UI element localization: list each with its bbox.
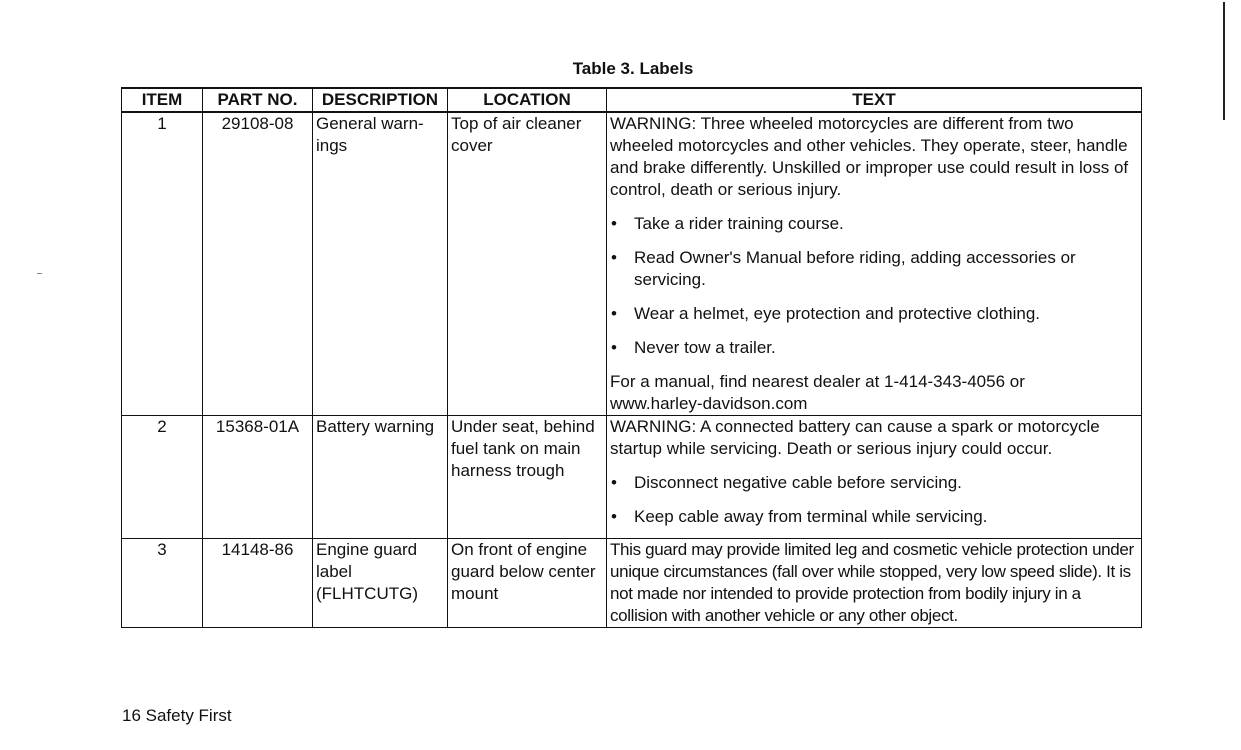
header-location: LOCATION <box>448 88 607 112</box>
location-cell: Top of air cleaner cover <box>448 112 607 416</box>
header-text: TEXT <box>607 88 1142 112</box>
header-part-no: PART NO. <box>203 88 313 112</box>
label-text-cell <box>607 112 1142 416</box>
margin-tick <box>37 273 42 274</box>
table-title: Table 3. Labels <box>572 59 694 78</box>
item-cell: 2 <box>122 416 203 539</box>
bullet-icon: • <box>611 473 617 492</box>
list-item: • Keep cable away from terminal while servicing. <box>611 507 988 526</box>
part-no-cell: 29108-08 <box>203 112 313 416</box>
description-cell: General warn- ings <box>313 112 448 416</box>
bullet-icon: • <box>611 214 617 233</box>
bullet-icon: • <box>611 248 617 267</box>
bullet-icon: • <box>611 507 617 526</box>
location-cell: Under seat, behind fuel tank on main harness trough <box>448 416 607 539</box>
dealer-contact-text: For a manual, find nearest dealer at 1-414-343-4056 or www.harley-davidson.com <box>610 372 1025 413</box>
bullet-list <box>610 213 1138 359</box>
item-cell: 1 <box>122 112 203 416</box>
item-cell: 3 <box>122 539 203 628</box>
list-item: • Wear a helmet, eye protection and protective clothing. <box>611 304 1041 323</box>
bullet-list <box>610 472 1138 528</box>
table-row <box>122 539 1142 628</box>
list-item: • Take a rider training course. <box>611 214 844 233</box>
labels-table <box>121 87 1142 628</box>
bullet-icon: • <box>611 304 617 323</box>
list-item: • Never tow a trailer. <box>611 338 776 357</box>
location-cell: On front of engine guard below center mount <box>448 539 607 628</box>
part-no-cell: 15368-01A <box>203 416 313 539</box>
header-item: ITEM <box>122 88 203 112</box>
header-row <box>122 88 1142 112</box>
description-cell: Engine guard label (FLHTCUTG) <box>313 539 448 628</box>
guard-text: This guard may provide limited leg and cosmetic vehicle protection under unique circumstances (fall over while stopped, very low speed slide). It is not made nor intended to provide protection from bodily injury in a collision with another vehicle or any other object. <box>610 540 1134 625</box>
bullet-icon: • <box>611 338 617 357</box>
header-description: DESCRIPTION <box>313 88 448 112</box>
label-text-cell <box>607 416 1142 539</box>
table-row <box>122 416 1142 539</box>
warning-text: WARNING: A connected battery can cause a spark or motorcycle startup while servicing. Death or serious injury could occur. <box>610 417 1100 458</box>
list-item: • Disconnect negative cable before servicing. <box>611 473 962 492</box>
description-cell: Battery warning <box>313 416 448 539</box>
part-no-cell: 14148-86 <box>203 539 313 628</box>
table-row <box>122 112 1142 416</box>
warning-text: WARNING: Three wheeled motorcycles are different from two wheeled motorcycles and other vehicles. They operate, steer, handle and brake differently. Unskilled or improper use could result in loss of control, death or serious injury. <box>610 114 1129 199</box>
label-text-cell <box>607 539 1142 628</box>
list-item: • Read Owner's Manual before riding, adding accessories or servicing. <box>611 248 1076 289</box>
page-footer: 16 Safety First <box>122 706 232 725</box>
